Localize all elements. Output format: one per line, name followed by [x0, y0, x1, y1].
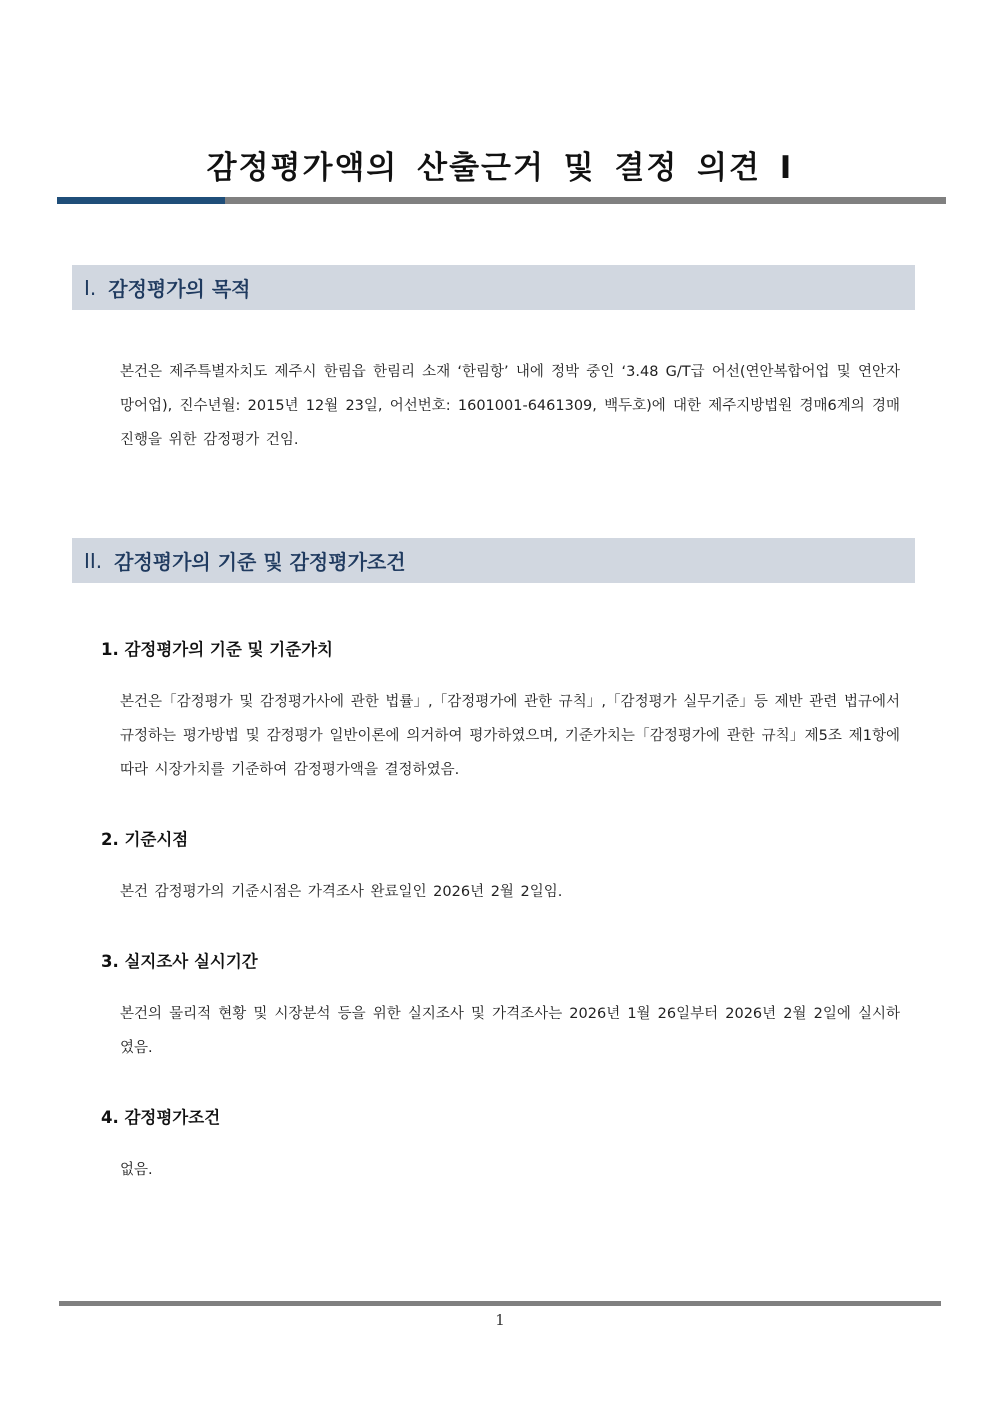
title-rule [57, 197, 946, 204]
section-title: 감정평가의 목적 [108, 277, 251, 301]
basis-value-paragraph: 본건은「감정평가 및 감정평가사에 관한 법률」,「감정평가에 관한 규칙」,「감정평가 실무기준」등 제반 관련 법규에서 규정하는 평가방법 및 감정평가 일반이론에 의거하여 평가하였으며, 기준가치는「감정평가에 관한 규칙」제5조 제1항에 따라 시장가치를 기준하여 감정평가액을 결정하였음. [120, 694, 900, 778]
title-rule-accent [57, 197, 225, 204]
page-title: 감정평가액의 산출근거 및 결정 의견 I [206, 150, 794, 186]
subsection-heading-conditions: 4. 감정평가조건 [101, 1108, 221, 1127]
section-header-basis [72, 538, 915, 583]
inspection-period-paragraph: 본건의 물리적 현황 및 시장분석 등을 위한 실지조사 및 가격조사는 2026년 1월 26일부터 2026년 2월 2일에 실시하였음. [120, 1006, 900, 1056]
purpose-paragraph: 본건은 제주특별자치도 제주시 한림읍 한림리 소재 ‘한림항’ 내에 정박 중인 ‘3.48 G/T급 어선(연안복합어업 및 연안자망어업), 진수년월: 2015년 12월 23일, 어선번호: 1601001-6461309, 백두호)에 대한 제주지방법원 경매6계의 경매 진행을 위한 감정평가 건임. [120, 364, 900, 448]
section-header-purpose [72, 265, 915, 310]
base-date-paragraph: 본건 감정평가의 기준시점은 가격조사 완료일인 2026년 2월 2일임. [120, 884, 563, 900]
section-title: 감정평가의 기준 및 감정평가조건 [114, 550, 406, 574]
conditions-paragraph: 없음. [120, 1162, 153, 1178]
section-number: I. [84, 275, 97, 300]
subsection-heading-basis-value: 1. 감정평가의 기준 및 기준가치 [101, 640, 333, 659]
page-number: 1 [495, 1311, 505, 1329]
footer-rule [59, 1301, 941, 1306]
section-number: II. [84, 548, 103, 573]
subsection-heading-inspection-period: 3. 실지조사 실시기간 [101, 952, 258, 971]
subsection-heading-base-date: 2. 기준시점 [101, 830, 189, 849]
